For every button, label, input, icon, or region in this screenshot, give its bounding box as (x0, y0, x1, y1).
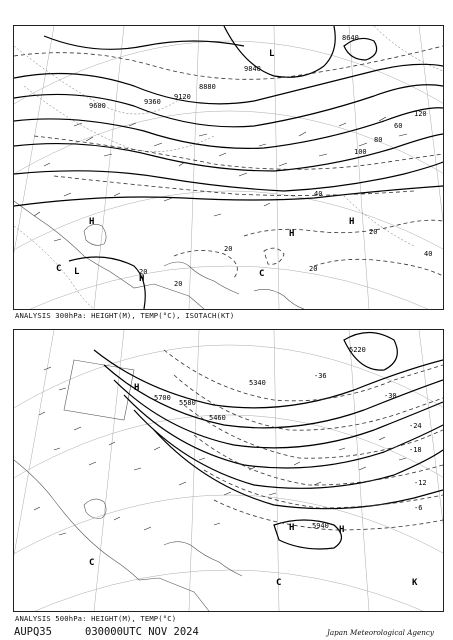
height-label: 9840 (244, 65, 261, 73)
height-contours (94, 333, 443, 550)
height-label: 8880 (199, 83, 216, 91)
temperature-label: -24 (409, 422, 422, 430)
center-marker: K (412, 578, 418, 588)
isotach-label: 20 (309, 265, 318, 273)
high-center: H (349, 217, 355, 227)
height-label: 5220 (349, 346, 366, 354)
height-label: 9600 (89, 102, 106, 110)
height-label: 9120 (174, 93, 191, 101)
cold-center: C (89, 558, 95, 568)
isotach-label: 120 (414, 110, 427, 118)
low-center: L (74, 267, 80, 277)
cold-center: C (259, 269, 265, 279)
isotach-label: 20 (369, 228, 378, 236)
height-label: 5700 (154, 394, 171, 402)
coastline (14, 360, 242, 611)
isotach-label: 40 (314, 190, 323, 198)
temperature-label: -12 (414, 479, 427, 487)
high-center: H (289, 229, 295, 239)
isotach-label: 20 (139, 268, 148, 276)
high-center: H (139, 274, 145, 284)
height-labels (154, 346, 366, 530)
coastline (14, 201, 304, 309)
height-label: 5340 (249, 379, 266, 387)
height-label: 5940 (312, 522, 329, 530)
chart-id: AUPQ35 (14, 626, 52, 638)
analysis-500hpa-map (13, 329, 444, 612)
caption-500hpa: ANALYSIS 500hPa: HEIGHT(M), TEMP(°C) (15, 614, 177, 623)
valid-time: 030000UTC NOV 2024 (85, 626, 199, 638)
temperature-label: -36 (314, 372, 327, 380)
map-500hpa-canvas (14, 330, 443, 611)
temperature-label: -18 (409, 446, 422, 454)
map-300hpa-canvas (14, 26, 443, 309)
cold-center: C (56, 264, 62, 274)
high-center: H (134, 383, 140, 393)
isotach-contours (14, 46, 443, 278)
isotach-label: 20 (224, 245, 233, 253)
high-center: H (89, 217, 95, 227)
isotach-label: 100 (354, 148, 367, 156)
height-label: 5460 (209, 414, 226, 422)
temperature-contours (164, 350, 443, 530)
height-label: 8640 (342, 34, 359, 42)
high-center: H (289, 523, 295, 533)
high-center: H (339, 525, 345, 535)
cold-center: C (276, 578, 282, 588)
low-center: L (269, 49, 275, 59)
height-label: 9360 (144, 98, 161, 106)
temperature-label: -6 (414, 504, 423, 512)
height-labels (89, 34, 359, 110)
pressure-centers (89, 383, 418, 588)
agency-name: Japan Meteorological Agency (327, 628, 434, 637)
isotach-label: 40 (424, 250, 433, 258)
temperature-label: -30 (384, 392, 397, 400)
station-plots (34, 367, 406, 535)
caption-300hpa: ANALYSIS 300hPa: HEIGHT(M), TEMP(°C), ISOTACH(KT) (15, 311, 235, 320)
analysis-300hpa-map (13, 25, 444, 310)
height-label: 5580 (179, 399, 196, 407)
isotach-label: 20 (174, 280, 183, 288)
isotach-label: 60 (394, 122, 403, 130)
isotach-label: 80 (374, 136, 383, 144)
